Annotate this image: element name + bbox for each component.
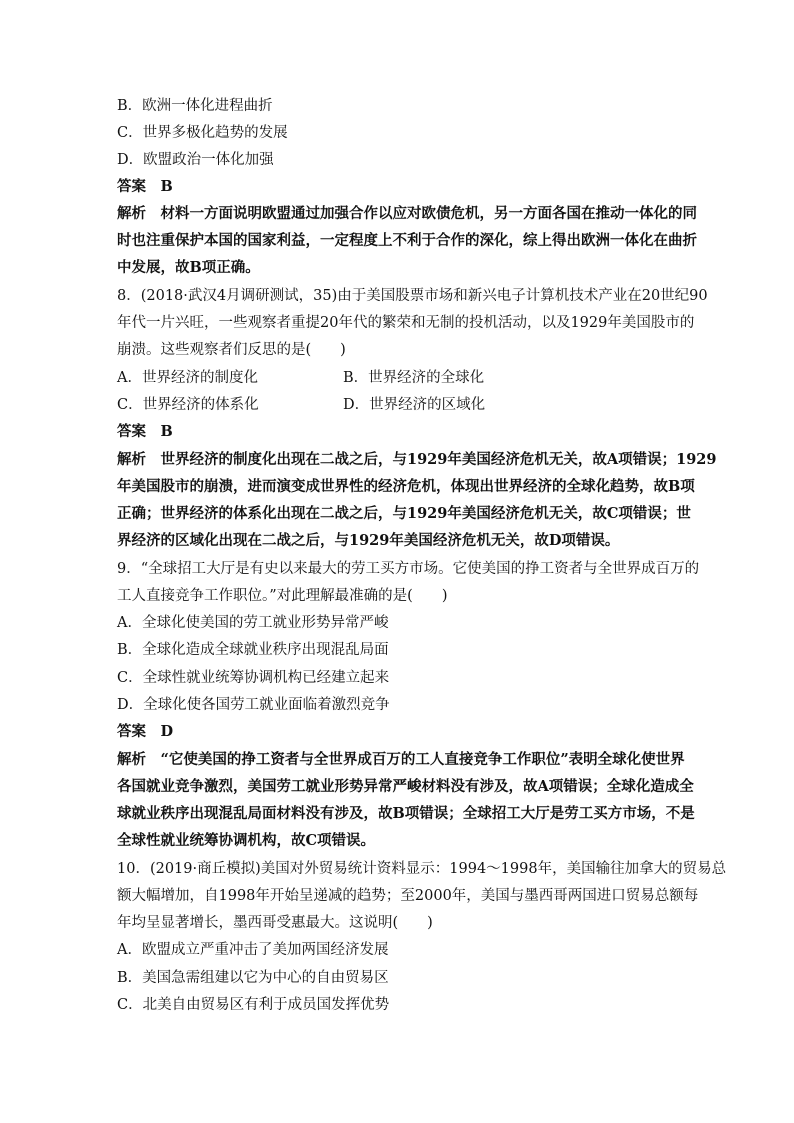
q7-answer: 答案 B [117, 178, 173, 195]
q9-analysis-line-4: 全球性就业统筹协调机构，故C项错误。 [117, 832, 376, 849]
q7-analysis-line-3: 中发展，故B项正确。 [117, 259, 260, 276]
q9-option-c: C．全球性就业统筹协调机构已经建立起来 [117, 670, 390, 686]
q7-option-b: B．欧洲一体化进程曲折 [117, 98, 273, 114]
q8-stem-line-2: 年代一片兴旺，一些观察者重提20年代的繁荣和无制的投机活动，以及1929年美国股市的 [117, 315, 695, 331]
q8-analysis-line-2: 年美国股市的崩溃，进而演变成世界性的经济危机，体现出世界经济的全球化趋势，故B项 [117, 478, 695, 495]
q8-option-a: A．世界经济的制度化 [117, 370, 258, 386]
q8-stem-line-3: 崩溃。这些观察者们反思的是( ) [117, 342, 346, 358]
q10-option-c: C．北美自由贸易区有利于成员国发挥优势 [117, 997, 390, 1013]
q9-option-b: B．全球化造成全球就业秩序出现混乱局面 [117, 642, 389, 658]
q9-analysis-line-3: 球就业秩序出现混乱局面材料没有涉及，故B项错误；全球招工大厅是劳工买方市场，不是 [117, 805, 695, 822]
q7-option-c: C．世界多极化趋势的发展 [117, 125, 288, 141]
q7-option-d: D．欧盟政治一体化加强 [117, 152, 274, 168]
q8-answer: 答案 B [117, 423, 173, 440]
q8-analysis-line-1: 解析 世界经济的制度化出现在二战之后，与1929年美国经济危机无关，故A项错误；1929 [117, 451, 717, 468]
q8-option-d: D．世界经济的区域化 [343, 397, 486, 413]
q10-option-b: B．美国急需组建以它为中心的自由贸易区 [117, 970, 389, 986]
q9-analysis-line-2: 各国就业竞争激烈，美国劳工就业形势异常严峻材料没有涉及，故A项错误；全球化造成全 [117, 778, 694, 795]
q8-option-b: B．世界经济的全球化 [343, 370, 485, 386]
q8-option-c: C．世界经济的体系化 [117, 397, 259, 413]
q9-stem-line-2: 工人直接竞争工作职位。”对此理解最准确的是( ) [117, 588, 448, 604]
q7-analysis-line-2: 时也注重保护本国的国家利益，一定程度上不利于合作的深化，综上得出欧洲一体化在曲折 [117, 232, 697, 249]
q9-option-a: A．全球化使美国的劳工就业形势异常严峻 [117, 615, 389, 631]
q9-analysis-line-1: 解析 “它使美国的挣工资者与全世界成百万的工人直接竞争工作职位”表明全球化使世界 [117, 751, 685, 768]
q8-analysis-line-4: 界经济的区域化出现在二战之后，与1929年美国经济危机无关，故D项错误。 [117, 532, 620, 549]
q10-stem-line-2: 额大幅增加，自1998年开始呈递减的趋势；至2000年，美国与墨西哥两国进口贸易总额每 [117, 888, 699, 904]
q10-stem-line-3: 年均呈显著增长，墨西哥受惠最大。这说明( ) [117, 915, 433, 931]
q9-stem-line-1: 9．“全球招工大厅是有史以来最大的劳工买方市场。它使美国的挣工资者与全世界成百万的 [117, 561, 700, 577]
q9-answer: 答案 D [117, 723, 174, 740]
q10-option-a: A．欧盟成立严重冲击了美加两国经济发展 [117, 942, 389, 958]
q9-option-d: D．全球化使各国劳工就业面临着激烈竞争 [117, 697, 390, 713]
q8-stem-line-1: 8．(2018·武汉4月调研测试，35)由于美国股票市场和新兴电子计算机技术产业在20世纪90 [117, 288, 708, 304]
q10-stem-line-1: 10．(2019·商丘模拟)美国对外贸易统计资料显示：1994～1998年，美国输往加拿大的贸易总 [117, 861, 727, 877]
q8-analysis-line-3: 正确；世界经济的体系化出现在二战之后，与1929年美国经济危机无关，故C项错误；世 [117, 505, 691, 522]
q7-analysis-line-1: 解析 材料一方面说明欧盟通过加强合作以应对欧债危机，另一方面各国在推动一体化的同 [117, 205, 697, 222]
